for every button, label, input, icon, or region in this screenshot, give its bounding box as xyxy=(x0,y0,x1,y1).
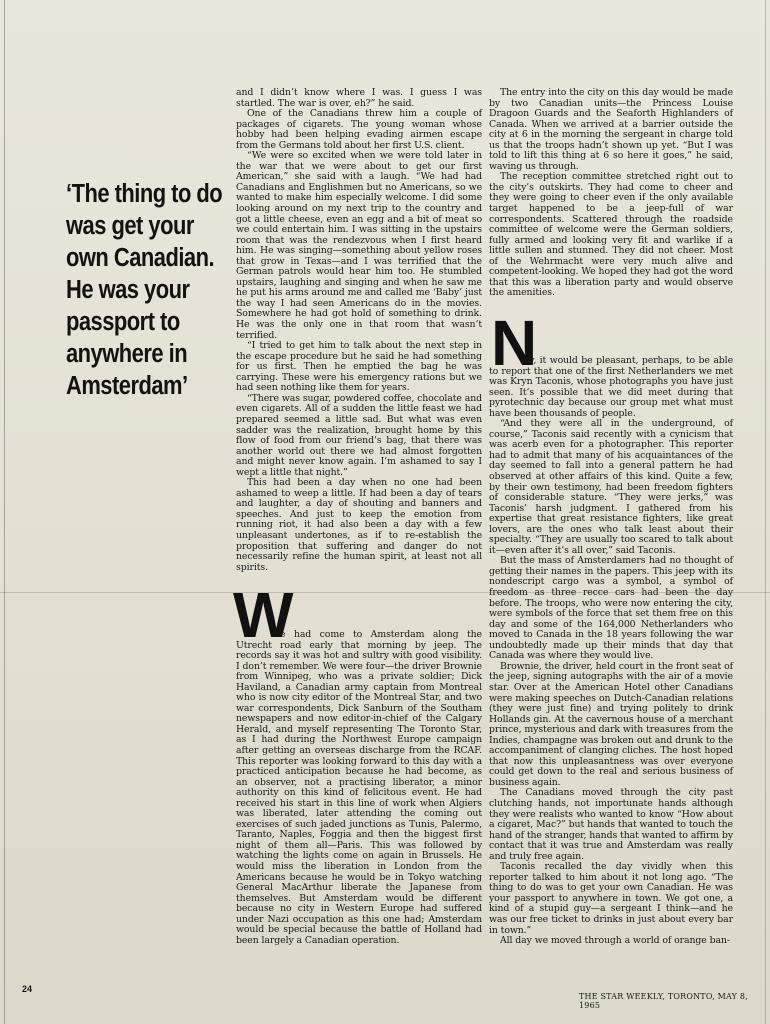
paragraph: “We were so excited when we were told later in the war that we were about to get our first American,” she said with a laugh. “We had had Canadians and Englishmen but no Americans, so we wanted to make him especially welcome. I did some looking around on my next trip to the country and got a little cheese, even an egg and a bit of meat so we could entertain him. I was sitting in the upstairs room that was the rendezvous when I first heard him. He was singing—something about yellow roses that grow in Texas—and I was terrified that the German patrols would hear him too. He stumbled upstairs, laughing and singing and when he saw me he put his arms around me and called me ‘Baby’ just the way I had seen Americans do in the movies. Somewhere he had got hold of something to drink. He was the only one in that room that wasn’t terrified. xyxy=(236,150,482,341)
paragraph: But the mass of Amsterdamers had no thought of getting their names in the papers. This jeep with its nondescript cargo was a symbol, a symbol of freedom as three recce cars had been the day before. The troops, who were now entering the city, were symbols of the force that set them free on this day and some of the 164,000 Netherlanders who moved to Canada in the 18 years following the war undoubtedly made up their minds that day that Canada was where they would live. xyxy=(489,555,733,662)
drop-cap-w: W xyxy=(233,579,294,651)
paragraph: This had been a day when no one had been ashamed to weep a little. If had been a day of tears and laughter, a day of shouting and banners and speeches. And just to keep the emotion from running riot, it had also been a day with a few unpleasant undertones, as if to re-establish the proposition that suffering and danger do not necessarily refine the human spirit, at least not all spirits. xyxy=(236,477,482,573)
paragraph: Taconis recalled the day vividly when this reporter talked to him about it not long ago. “The thing to do was to get your own Canadian. He was your passport to anywhere in town. We got one, a kind of a stupid guy—a sergeant I think—and he was our free ticket to drinks in just about every bar in town.” xyxy=(489,861,733,936)
column-2-bottom xyxy=(489,356,733,947)
paragraph: ow, it would be pleasant, perhaps, to be able to report that one of the first Netherlanders we met was Kryn Taconis, whose photographs you have just seen. It’s possible that we did meet during that pyrotechnic day because our group met what must have been thousands of people. xyxy=(489,355,733,419)
paragraph: “I tried to get him to talk about the next step in the escape procedure but he said he had something for us first. Then he emptied the bag he was carrying. These were his emergency rations but we had seen nothing like them for years. xyxy=(236,340,482,394)
paragraph: “And they were all in the underground, of course,” Taconis said recently with a cynicism that was acerb even for a photographer. This reporter had to admit that many of his acquaintances of the day seemed to fall into a general pattern he had observed at other affairs of this kind. Quite a few, by their own testimony, had been freedom fighters of considerable stature. “They were jerks,” was Taconis’ harsh judgment. I gathered from his expertise that great resistance fighters, like great lovers, are the ones who talk least about their specialty. “They are usually too scared to talk about it—even after it’s all over,” said Taconis. xyxy=(489,418,733,556)
page-number: 24 xyxy=(22,984,33,994)
paragraph: The reception committee stretched right out to the city’s outskirts. They had come to cheer and they were going to cheer even if the only available target happened to be a jeep-full of war correspondents. Scattered through the roadside committee of welcome were the German soldiers, fully armed and looking very fit and warlike if a little sullen and stunned. They did not cheer. Most of the Wehrmacht were very much alive and competent-looking. We hoped they had got the word that this was a liberation party and would observe the amenities. xyxy=(489,171,733,299)
paragraph: Brownie, the driver, held court in the front seat of the jeep, signing autographs with the air of a movie star. Over at the American Hotel other Canadians were making speeches on Dutch-Canadian relations (they were just fine) and trying politely to drink Hollands gin. At the cavernous house of a merchant prince, mysterious and dark with treasures from the Indies, champagne was broken out and drunk to the accompaniment of clanging cliches. The host hoped that now this unpleasantness was over everyone could get down to the real and serious business of business again. xyxy=(489,660,733,788)
column-1-top xyxy=(236,88,482,573)
paragraph: One of the Canadians threw him a couple of packages of cigarets. The young woman whose hobby had been helping evading airmen escape from the Germans told about her first U.S. client. xyxy=(236,108,482,151)
column-1-bottom xyxy=(236,630,482,946)
page-edge-right xyxy=(765,0,766,1024)
paragraph: and I didn’t know where I was. I guess I was startled. The war is over, eh?” he said. xyxy=(236,87,482,109)
paragraph: The entry into the city on this day would be made by two Canadian units—the Princess Louise Dragoon Guards and the Seaforth Highlanders of Canada. When we arrived at a barrier outside the city at 6 in the morning the sergeant in charge told us that the troops hadn’t shown up yet. “But I was told to lift this thing at 6 so here it goes,” he said, waving us through. xyxy=(489,87,733,172)
publication-footer: THE STAR WEEKLY, TORONTO, MAY 8, 1965 xyxy=(579,992,748,1010)
paragraph: The Canadians moved through the city past clutching hands, not importunate hands although they were realists who wanted to know “How about a cigaret, Mac?” but hands that wanted to touch the hand of the stranger, hands that wanted to affirm by contact that it was true and Amsterdam was really and truly free again. xyxy=(489,787,733,862)
drop-cap-n: N xyxy=(491,307,538,379)
paragraph: All day we moved through a world of orange ban- xyxy=(500,935,730,947)
page-edge-left xyxy=(4,0,5,1024)
paragraph: e had come to Amsterdam along the Utrecht road early that morning by jeep. The records say it was hot and sultry with good visibility. I don’t remember. We were four—the driver Brownie from Winnipeg, who was a private soldier; Dick Haviland, a Canadian army captain from Montreal who is now city editor of the Montreal Star, and two war correspondents, Dick Sanburn of the Southam newspapers and now editor-in-chief of the Calgary Herald, and myself representing The Toronto Star, as I had during the Northwest Europe campaign after getting an overseas discharge from the RCAF. This reporter was looking forward to this day with a practiced anticipation because he had become, as an observer, not a practising liberator, a minor authority on this kind of felicitous event. He had received his start in this line of work when Algiers was liberated, later attending the coming out exercises of such jaded junctions as Tunis, Palermo, Taranto, Naples, Foggia and then the biggest first night of them all—Paris. This was followed by watching the lights come on again in Brussels. He would miss the liberation in London from the Americans because he would be in Tokyo watching General MacArthur liberate the Japanese from themselves. But Amsterdam would be different because no city in Western Europe had suffered under Nazi occupation as this one had; Amsterdam would be special because the battle of Holland had been largely a Canadian operation. xyxy=(236,629,482,946)
paragraph: “There was sugar, powdered coffee, chocolate and even cigarets. All of a sudden the little feast we had prepared seemed a little sad. But what was even sadder was the realization, brought home by this flow of food from our friend’s bag, that there was another world out there we had almost forgotten and might never know again. I’m ashamed to say I wept a little that night.” xyxy=(236,392,482,478)
column-2-top xyxy=(489,88,733,299)
pull-quote: ‘The thing to do was get your own Canadian. He was your passport to anywhere in Amsterdam’ xyxy=(66,180,223,400)
